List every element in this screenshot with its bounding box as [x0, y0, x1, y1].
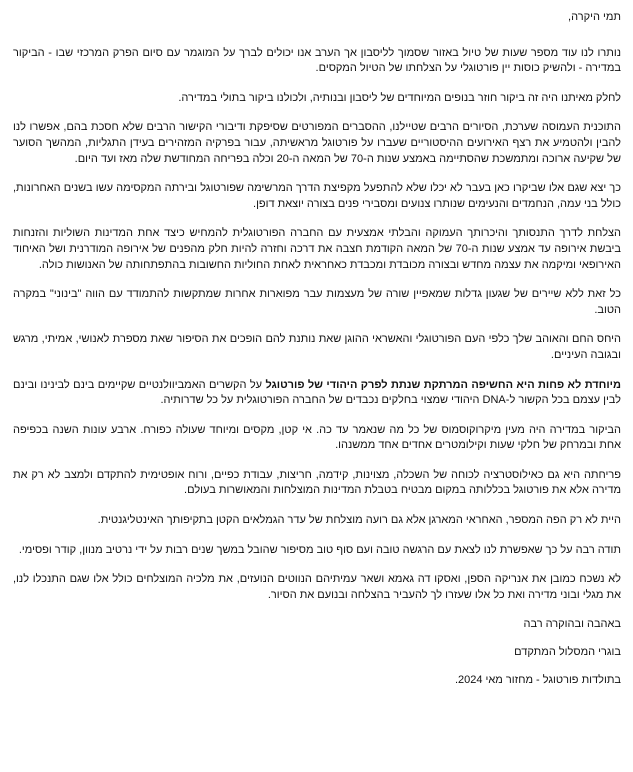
closing-phrase: באהבה ובהוקרה רבה: [523, 618, 621, 631]
paragraph-program: התוכנית העמוסה שערכת, הסיורים הרבים שטיילנו, ההסברים המפורטים שסיפקת ודיבורי הקישור הרבים שלא חסכת בהם, אפשרו לנו להבין ולהטמיע את רצף האירועים ההיסטוריים שעברו על פורטוגל מראשיתה, עבור בפרקיה המזהירים בעידן התגליות, המהשך הסוער של שקיעה ארוכה ומתמשכת שהסתיימה באמצע שנות ה-70 של המאה ה-20 וכלה בפריחה המחודשת שלה מאז ועד היום.: [13, 121, 621, 165]
paragraph-thanks: תודה רבה על כך שאפשרת לנו לצאת עם הרגשה טובה ועם סוף טוב מסיפור שהובל במשך שנים רבות על ידי נרטיב מנוון, קודר ופסימי.: [18, 543, 621, 556]
paragraph-lisbon-return: לחלק מאיתנו היה זה ביקור חוזר בנופים המיוחדים של ליסבון ובנותיה, ולכולנו ביקור בתולי במדירה.: [178, 91, 621, 104]
date-line: בתולדות פורטוגל - מחזור מאי 2024.: [454, 673, 621, 686]
paragraph-progress: כך יצא שגם אלו שביקרו כאן בעבר לא יכלו שלא להתפעל מקפיצת הדרך המרשימה שפורטוגל ובירתה המקסימה עשו בשנים האחרונות, כולל בני עמה, הנחמדים והנעימים שנותרו צנועים ומסבירי פנים בצורה יוצאת דופן.: [13, 182, 621, 210]
paragraph-warmth: היחס החם והאוהב שלך כלפי העם הפורטוגלי והאשראי ההוגן שאת נותנת להם הופכים את הסיפור שאת מספרת לאנושי, אמיתי, מרגש ובגובה העיניים.: [13, 333, 621, 361]
paragraph-remember: לא נשכח כמובן את אנריקה הספן, ואסקו דה גאמא ושאר עמיתיהם הנווטים הנועזים, את מלכיה המוצלחים כולל אלו שגם התנכלו לנו, את מגלי ובוני מדירה ואת כל אלו שעזרו לך להעביר בהצלחה ובנועם את הסיור.: [13, 573, 621, 601]
letter-greeting: תמי היקרה,: [568, 11, 621, 23]
paragraph-guide: היית לא רק הפה המספר, האחראי המארגן אלא גם רועה מוצלחת של עדר הגמלאים הקטן בתקיפותך האינטליגנטית.: [97, 514, 621, 527]
letter-closing-block: [13, 617, 621, 688]
jewish-chapter-emphasis: מיוחדת לא פחות היא החשיפה המרתקת שנתת לפרק היהודי של פורטוגל: [265, 378, 621, 391]
jewish-chapter-rest: על הקשרים האמביוולנטיים שקיימים בינם לבינינו ובינם לבין עצמם בכל הקשור ל-DNA היהודי שמצוי בחלקים נכבדים של החברה הפורטוגלית על כל שדרותיה.: [13, 378, 621, 407]
paragraph-society: הצלחת לדרך התנסותך והיכרותך העמוקה והבלתי אמצעית עם החברה הפורטוגלית להמחיש כיצד אחת המדינות השוליות והזנחות ביבשת אירופה עד אמצע שנות ה-70 של המאה הקודמת חצבה את דרכה וחזרה להיות חלק מהפנים של אירופה המודרנית ושל האיחוד האירופאי ומיקמה את עצמה מחדש ובצורה מכובדת ומכבדת כאחראית לאחת החוליות החשובות בהתפתחותה של האנושות כולה.: [13, 227, 621, 271]
paragraph-no-grandeur: כל זאת ללא שיירים של שגעון גדלות שמאפיין שורה של מעצמות עבר מפוארות אחרות שמתקשות להתמודד עם הווה "בינוני" במקרה הטוב.: [13, 288, 621, 316]
paragraph-madeira: הביקור במדירה היה מעין מיקרוקוסמוס של כל מה שנאמר עד כה. אי קטן, מקסים ומיוחד שעולה כפורח. ארבע עונות השנה בכפיפה אחת ובמרחק של חלקי שעות וקילומטרים אחדים אחד ממשנהו.: [13, 423, 621, 452]
signature: בוגרי המסלול המתקדם: [514, 646, 621, 659]
paragraph-intro: נותרו לנו עוד מספר שעות של טיול באזור שסמוך לליסבון אך הערב אנו יכולים לברך על המוגמר עם סיום הפרק המרכזי שבו - הביקור במדירה - ולהשיק כוסות יין פורטוגלי על הצלחתו של הטיול המקסים.: [13, 46, 621, 75]
paragraph-flourishing: פריחתה היא גם כאילוסטרציה לכוחה של השכלה, מצוינות, קידמה, חריצות, עבודת כפיים, ורוח אופטימית להתקדם ולמצב לא רק את מדירה אלא את פורטוגל בכללותה במקום מבטיח בטבלת המדינות המוצלחות והמאושרות בעולם.: [13, 468, 621, 497]
letter: [13, 10, 621, 688]
paragraph-jewish-chapter: [13, 378, 621, 409]
